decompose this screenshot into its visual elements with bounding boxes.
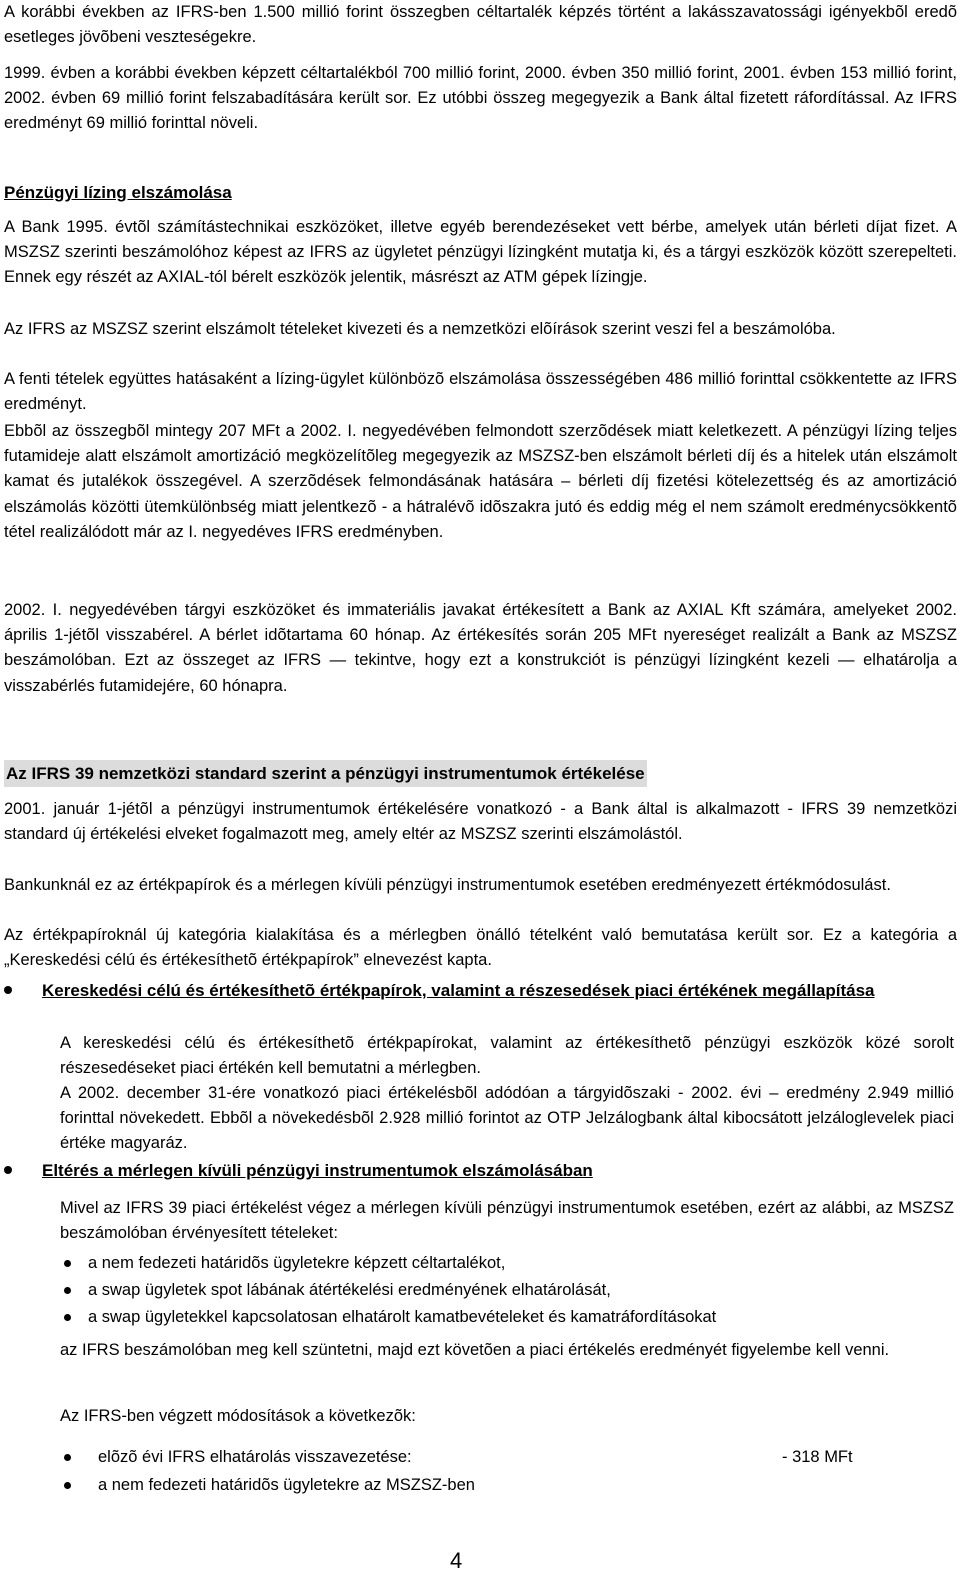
- bullet-dot-icon: [64, 1454, 71, 1461]
- bullet1-paragraph-2: [60, 1081, 954, 1157]
- bullet-dot-icon: [4, 1166, 12, 1174]
- leasing-paragraph-1: [4, 215, 957, 291]
- adjustments-list: [60, 1443, 954, 1499]
- adjustment-row: [60, 1443, 954, 1471]
- bullet-dot-icon: [64, 1314, 71, 1321]
- adjustment-value: - 318 MFt: [782, 1448, 853, 1466]
- adjustment-row: [60, 1471, 954, 1499]
- ifrs39-text-1: 2001. január 1-jétõl a pénzügyi instrumentumok értékelésére vonatkozó - a Bank által is alkalmazott - IFRS 39 nemzetközi standard új értékelési elveket fogalmazott meg, amely eltér az MSZSZ szerinti elszámolástól.: [4, 800, 957, 844]
- leasing-paragraph-3: [4, 367, 957, 417]
- leasing-text-4: Ebbõl az összegbõl mintegy 207 MFt a 2002. I. negyedévében felmondott szerzõdések miatt keletkezett. A pénzügyi lízing teljes futamideje alatt elszámolt amortizáció megközelítõleg megegyezik az MSZSZ-ben elszámolt bérleti díj és a hitelek után elszámolt kamat és jutalékok összegével. A szerzõdések felmondásának hatására – bérleti díj fizetési kötelezettség és az amortizáció elszámolás közötti ütemkülönbség miatt jelentkezõ - a hátralévõ idõszakra jutó és eddig még el nem számolt eredménycsökkentõ tétel realizálódott már az I. negyedéves IFRS eredményben.: [4, 422, 957, 541]
- bullet2-intro-text: Mivel az IFRS 39 piaci értékelést végez a mérlegen kívüli pénzügyi instrumentumok esetében, ezért az alábbi, az MSZSZ beszámolóban érvényesített tételeket:: [60, 1199, 954, 1243]
- bullet1-text-1: A kereskedési célú és értékesíthetõ értékpapírokat, valamint az értékesíthetõ pénzügyi eszközök közé sorolt részesedéseket piaci értékén kell bemutatni a mérlegben.: [60, 1034, 954, 1078]
- list-item-text: a nem fedezeti határidõs ügyletekre képzett céltartalékot,: [88, 1254, 506, 1272]
- leasing-paragraph-5: [4, 598, 957, 699]
- leasing-text-2: Az IFRS az MSZSZ szerint elszámolt tételeket kivezeti és a nemzetközi elõírások szerint veszi fel a beszámolóba.: [4, 320, 836, 338]
- bullet1-paragraph-1: [60, 1031, 954, 1081]
- bullet-off-balance-title-text: Eltérés a mérlegen kívüli pénzügyi instrumentumok elszámolásában: [42, 1161, 593, 1180]
- bullet-fair-value-title: [42, 978, 957, 1003]
- bullet-fair-value: [4, 978, 957, 1030]
- intro-paragraph-1: [4, 0, 957, 50]
- bullet-fair-value-title-text: Kereskedési célú és értékesíthetõ értékpapírok, valamint a részesedések piaci értékének megállapítása: [42, 981, 875, 1000]
- leasing-paragraph-4: [4, 419, 957, 545]
- bullet2-after: [60, 1338, 954, 1363]
- bullet1-text-2: A 2002. december 31-ére vonatkozó piaci értékelésbõl adódóan a tárgyidõszaki - 2002. évi – eredmény 2.949 millió forinttal növekedett. Ebbõl a növekedésbõl 2.928 millió forintot az OTP Jelzálogbank által kibocsátott jelzáloglevelek piaci értéke magyaráz.: [60, 1084, 954, 1153]
- intro-text-1: A korábbi években az IFRS-ben 1.500 millió forint összegben céltartalék képzés történt a lakásszavatossági igényekbõl eredõ esetleges jövõbeni veszteségekre.: [4, 3, 957, 47]
- intro-paragraph-2: [4, 61, 957, 137]
- bullet2-intro: [60, 1196, 954, 1246]
- ifrs39-heading: Az IFRS 39 nemzetközi standard szerint a pénzügyi instrumentumok értékelése: [4, 760, 647, 787]
- list-item-text: a swap ügyletek spot lábának átértékelési eredményének elhatárolását,: [88, 1281, 611, 1299]
- leasing-paragraph-2: [4, 317, 957, 342]
- leasing-text-1: A Bank 1995. évtõl számítástechnikai eszközöket, illetve egyéb berendezéseket vett bérbe, amelyek után bérleti díjat fizet. A MSZSZ szerinti beszámolóhoz képest az IFRS az ügyletet pénzügyi lízingként mutatja ki, és a tárgyi eszközök között szerepelteti. Ennek egy részét az AXIAL-tól bérelt eszközök jelentik, másrészt az ATM gépek lízingje.: [4, 218, 957, 287]
- leasing-heading: Pénzügyi lízing elszámolása: [4, 183, 232, 202]
- bullet-off-balance-title: [42, 1158, 957, 1183]
- bullet2-after-text: az IFRS beszámolóban meg kell szüntetni, majd ezt követõen a piaci értékelés eredményét figyelembe kell venni.: [60, 1341, 890, 1359]
- ifrs39-text-3: Az értékpapíroknál új kategória kialakítása és a mérlegben önálló tételként való bemutatása került sor. Ez a kategória a „Kereskedési célú és értékesíthetõ értékpapírok” elnevezést kapta.: [4, 926, 957, 970]
- bullet2-adjustments-intro: [60, 1404, 954, 1429]
- list-item-text: a swap ügyletekkel kapcsolatosan elhatárolt kamatbevételeket és kamatráfordításokat: [88, 1308, 717, 1326]
- bullet-off-balance: [4, 1158, 957, 1184]
- page-number: 4: [450, 1548, 463, 1573]
- bullet-dot-icon: [64, 1482, 71, 1489]
- ifrs39-paragraph-2: [4, 873, 957, 898]
- list-item: [60, 1304, 954, 1331]
- leasing-text-3: A fenti tételek együttes hatásaként a lízing-ügylet különbözõ elszámolása összességében 486 millió forinttal csökkentette az IFRS eredményt.: [4, 370, 957, 414]
- bullet-dot-icon: [64, 1260, 71, 1267]
- intro-text-2: 1999. évben a korábbi években képzett céltartalékból 700 millió forint, 2000. évben 350 millió forint, 2001. évben 153 millió forint, 2002. évben 69 millió forint felszabadítására került sor. Ez utóbbi összeg megegyezik a Bank által fizetett ráfordítással. Az IFRS eredményt 69 millió forinttal növeli.: [4, 64, 957, 133]
- adjustments-intro-text: Az IFRS-ben végzett módosítások a következõk:: [60, 1407, 416, 1425]
- adjustment-label: elõzõ évi IFRS elhatárolás visszavezetése:: [98, 1448, 412, 1466]
- list-item: [60, 1250, 954, 1277]
- bullet2-item-list: [60, 1250, 954, 1331]
- ifrs39-text-2: Bankunknál ez az értékpapírok és a mérlegen kívüli pénzügyi instrumentumok esetében eredményezett értékmódosulást.: [4, 876, 891, 894]
- bullet-dot-icon: [4, 986, 12, 994]
- leasing-text-5: 2002. I. negyedévében tárgyi eszközöket és immateriális javakat értékesített a Bank az AXIAL Kft számára, amelyeket 2002. április 1-jétõl visszabérel. A bérlet idõtartama 60 hónap. Az értékesítés során 205 MFt nyereséget realizált a Bank az MSZSZ beszámolóban. Ezt az összeget az IFRS — tekintve, hogy ezt a konstrukciót is pénzügyi lízingként kezeli — elhatárolja a visszabérlés futamidejére, 60 hónapra.: [4, 601, 957, 695]
- ifrs39-paragraph-3: [4, 923, 957, 973]
- bullet-dot-icon: [64, 1287, 71, 1294]
- adjustment-label: a nem fedezeti határidõs ügyletekre az MSZSZ-ben: [98, 1476, 475, 1494]
- list-item: [60, 1277, 954, 1304]
- ifrs39-paragraph-1: [4, 797, 957, 847]
